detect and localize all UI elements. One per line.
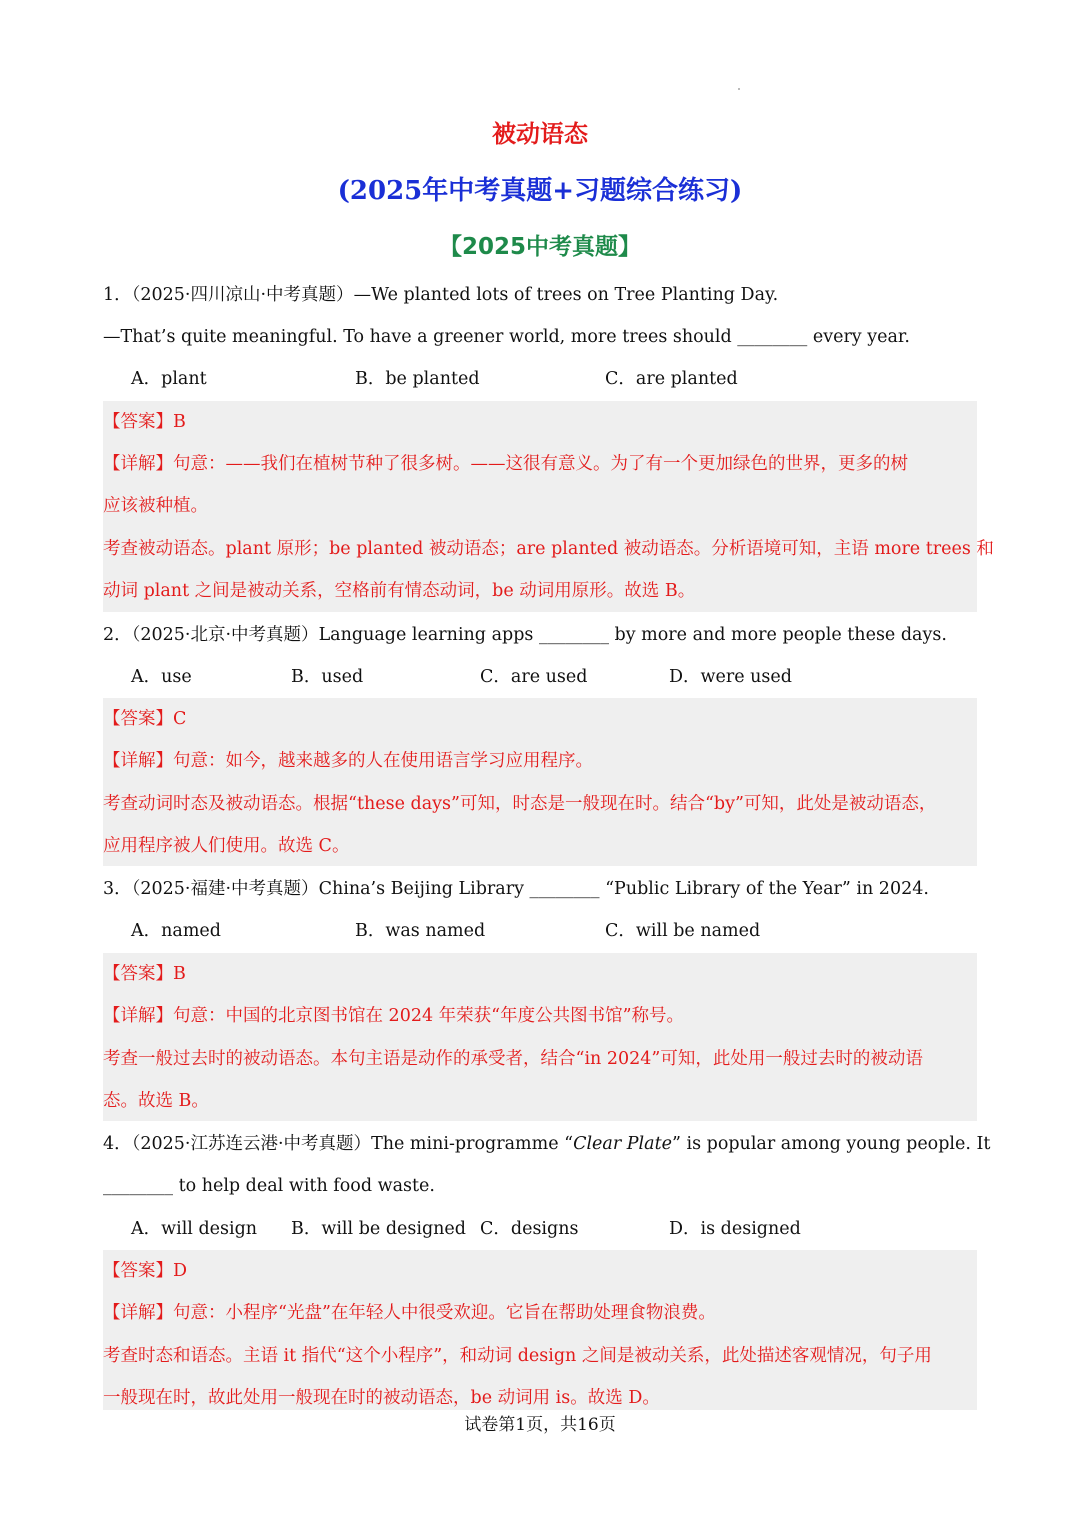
option-b: B．be planted: [355, 369, 480, 389]
detail-line: 动词 plant 之间是被动关系，空格前有情态动词，be 动词用原形。故选 B。: [103, 581, 696, 601]
option-c: C．are used: [480, 667, 588, 687]
detail-line: 【详解】句意：如今，越来越多的人在使用语言学习应用程序。: [103, 751, 593, 771]
detail-line: 应该被种植。: [103, 496, 208, 516]
option-a: A．named: [131, 921, 221, 941]
question-text-post: ” is popular among young people. It: [671, 1134, 991, 1154]
question-text: China’s Beijing Library ________ “Public Library of the Year” in 2024.: [318, 879, 929, 899]
page-title: 被动语态: [492, 119, 588, 148]
question-2-options: [103, 656, 977, 698]
option-c: C．are planted: [605, 369, 738, 389]
option-a: A．will design: [131, 1219, 258, 1239]
answer-label: 【答案】D: [103, 1261, 188, 1281]
detail-line: 考查时态和语态。主语 it 指代“这个小程序”，和动词 design 之间是被动关系，此处描述客观情况，句子用: [103, 1346, 932, 1366]
question-text-italic: Clear Plate: [573, 1134, 672, 1154]
question-text: Language learning apps ________ by more and more people these days.: [318, 625, 947, 645]
question-source: （2025·北京·中考真题）: [131, 625, 319, 645]
question-number: 3．: [103, 879, 132, 899]
detail-line: 【详解】句意：中国的北京图书馆在 2024 年荣获“年度公共图书馆”称号。: [103, 1006, 685, 1026]
detail-line: 一般现在时，故此处用一般现在时的被动语态，be 动词用 is。故选 D。: [103, 1388, 660, 1408]
answer-label: 【答案】C: [103, 709, 187, 729]
question-2-stem: [103, 614, 977, 656]
page-subtitle: (2025年中考真题+习题综合练习): [337, 176, 743, 206]
section-heading: 【2025中考真题】: [438, 234, 641, 260]
question-4-options: [103, 1208, 977, 1250]
question-3-options: [103, 910, 977, 952]
option-a: A．plant: [131, 369, 207, 389]
option-d: D．were used: [669, 667, 792, 687]
question-4-stem-2: ________ to help deal with food waste.: [103, 1176, 435, 1196]
detail-line: 考查被动语态。plant 原形；be planted 被动语态；are planted 被动语态。分析语境可知，主语 more trees 和: [103, 539, 994, 559]
detail-line: 考查一般过去时的被动语态。本句主语是动作的承受者，结合“in 2024”可知，此处用一般过去时的被动语: [103, 1049, 923, 1069]
question-4-stem: [103, 1123, 991, 1165]
page-footer: 试卷第1页，共16页: [464, 1415, 616, 1435]
question-source: （2025·江苏连云港·中考真题）: [131, 1134, 372, 1154]
question-1-stem: [103, 274, 977, 316]
option-b: B．will be designed: [291, 1219, 466, 1239]
answer-label: 【答案】B: [103, 964, 186, 984]
question-1-options: [103, 358, 977, 400]
question-source: （2025·福建·中考真题）: [131, 879, 319, 899]
detail-line: 考查动词时态及被动语态。根据“these days”可知，时态是一般现在时。结合“by”可知，此处是被动语态，: [103, 794, 937, 814]
option-b: B．used: [291, 667, 364, 687]
detail-line: 态。故选 B。: [103, 1091, 209, 1111]
detail-line: 【详解】句意：——我们在植树节种了很多树。——这很有意义。为了有一个更加绿色的世界，更多的树: [103, 454, 908, 474]
option-d: D．is designed: [669, 1219, 801, 1239]
option-b: B．was named: [355, 921, 486, 941]
dot-mark: [738, 88, 740, 90]
option-c: C．designs: [480, 1219, 579, 1239]
question-number: 1．: [103, 285, 132, 305]
question-source: （2025·四川凉山·中考真题）: [131, 285, 354, 305]
question-number: 4．: [103, 1134, 132, 1154]
question-number: 2．: [103, 625, 132, 645]
detail-line: 应用程序被人们使用。故选 C。: [103, 836, 350, 856]
question-3-stem: [103, 868, 977, 910]
question-text: —We planted lots of trees on Tree Planting Day.: [353, 285, 779, 305]
option-c: C．will be named: [605, 921, 761, 941]
option-a: A．use: [131, 667, 192, 687]
detail-line: 【详解】句意：小程序“光盘”在年轻人中很受欢迎。它旨在帮助处理食物浪费。: [103, 1303, 716, 1323]
answer-label: 【答案】B: [103, 412, 186, 432]
question-text-pre: The mini-programme “: [371, 1134, 574, 1154]
question-1-stem-2: —That’s quite meaningful. To have a greener world, more trees should ________ every year.: [103, 327, 910, 347]
